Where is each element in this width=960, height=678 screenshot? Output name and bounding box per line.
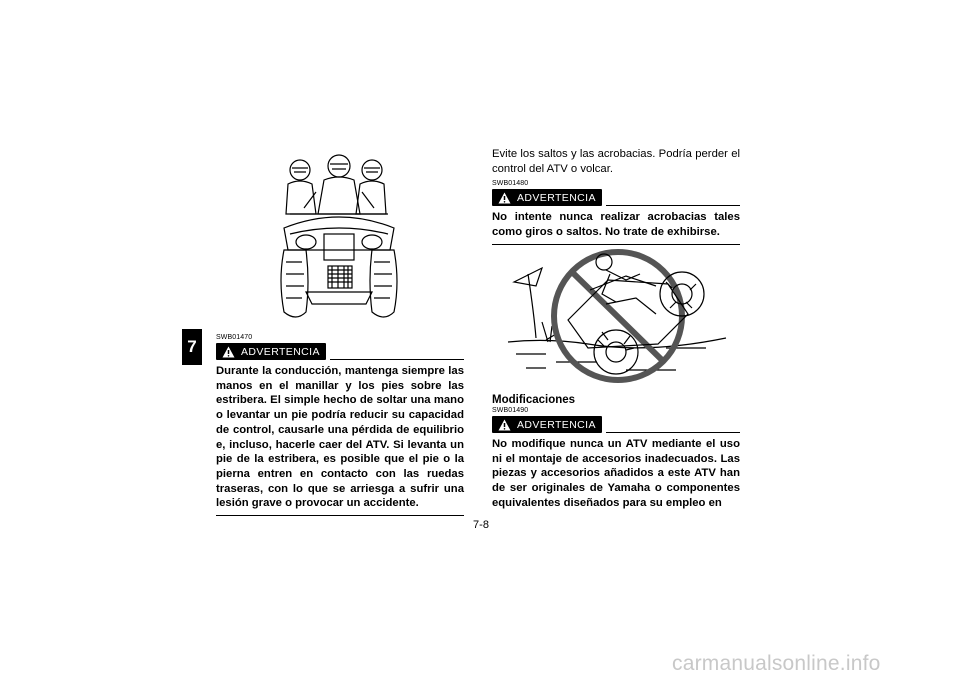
- left-column: [216, 334, 464, 516]
- atv-riders-illustration: [276, 150, 402, 335]
- warning-badge-2: [492, 416, 602, 433]
- warning-label-2: ADVERTENCIA: [517, 418, 596, 431]
- warning-rule: [330, 359, 464, 360]
- warning-rule-1: [606, 205, 740, 206]
- warning-header: [216, 342, 464, 360]
- right-column: [492, 147, 740, 245]
- warning-label-1: ADVERTENCIA: [517, 191, 596, 204]
- warning-header-1: [492, 188, 740, 206]
- page-number: 7-8: [473, 519, 489, 531]
- warning-label: ADVERTENCIA: [241, 345, 320, 358]
- warning-triangle-icon: [498, 192, 511, 204]
- warning-end-rule: [216, 515, 464, 516]
- chapter-tab: 7: [182, 329, 202, 365]
- warning-code-1: SWB01480: [492, 180, 529, 188]
- warning-text-2: No modifique nunca un ATV mediante el uso ni el montaje de accesorios inadecuados. Las piezas y accesorios añadidos a este ATV han de ser originales de Yamaha o componentes equivalentes diseñados para su empleo en: [492, 438, 740, 509]
- warning-triangle-icon: [498, 419, 511, 431]
- intro-text: Evite los saltos y las acrobacias. Podría perder el control del ATV o volcar.: [492, 148, 740, 175]
- no-jumping-illustration: [506, 244, 728, 392]
- warning-text: Durante la conducción, mantenga siempre las manos en el manillar y los pies sobre las estribera. El simple hecho de soltar una mano o levantar un pie podría reducir su capacidad de control, causarle una pérdida de equilibrio e, incluso, hacerle caer del ATV. Si levanta un pie de la estribera, es posible que el pie o la pierna entren en contacto con las ruedas traseras, con lo que se arriesga a sufrir una lesión grave o provocar un accidente.: [216, 365, 464, 510]
- watermark: carmanualsonline.info: [672, 652, 881, 675]
- warning-badge-1: [492, 189, 602, 206]
- warning-badge: [216, 343, 326, 360]
- warning-code: SWB01470: [216, 334, 253, 341]
- warning-code-2: SWB01490: [492, 407, 529, 414]
- warning-triangle-icon: [222, 346, 235, 358]
- warning-rule-2: [606, 432, 740, 433]
- section-heading: Modificaciones: [492, 394, 576, 406]
- warning-header-2: [492, 415, 740, 433]
- modifications-section: [492, 393, 740, 511]
- warning-text-1: No intente nunca realizar acrobacias tales como giros o saltos. No trate de exhibirse.: [492, 211, 740, 239]
